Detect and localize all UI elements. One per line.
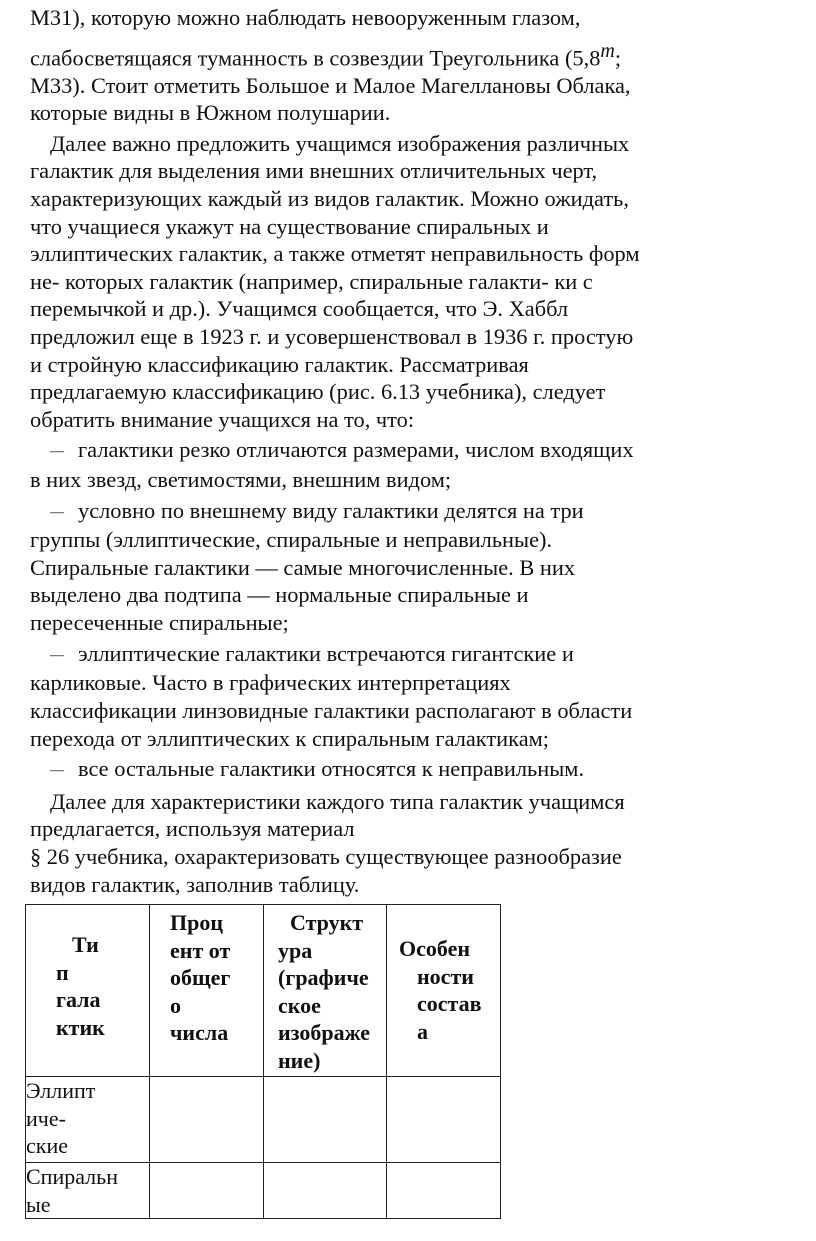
paragraph-2 — [30, 130, 804, 434]
text-fragment: слабосветящаяся туманность в созвездии Треугольника (5,8 — [30, 45, 601, 71]
empty-cell — [150, 1163, 264, 1219]
header-text: п — [56, 959, 69, 985]
paragraph-1-line: которые видны в Южном полушарии. — [30, 100, 391, 126]
paragraph-2-line: эллиптических галактик, а также отметят неправильность форм — [30, 241, 640, 267]
table-row — [26, 1077, 501, 1163]
empty-cell — [264, 1163, 387, 1219]
bullet-line — [30, 640, 804, 670]
text-fragment: эллиптические галактики встречаются гигантские и — [78, 640, 574, 666]
row-label-text: иче- — [26, 1105, 66, 1131]
text-fragment: условно по внешнему виду галактики делятся на три — [78, 497, 584, 523]
empty-cell — [387, 1163, 501, 1219]
paragraph-3-line: Далее для характеристики каждого типа галактик учащимся — [50, 788, 625, 814]
row-label-cell — [26, 1163, 150, 1219]
paragraph-2-line: что учащиеся укажут на существование спиральных и — [30, 213, 549, 239]
paragraph-1-line: М33). Стоит отметить Большое и Малое Магеллановы Облака, — [30, 72, 631, 98]
text-fragment: все остальные галактики относятся к неправильным. — [78, 756, 585, 782]
bullet-item — [30, 640, 804, 752]
row-label-text: Спиральн — [26, 1164, 118, 1189]
dash-icon: — — [50, 504, 64, 520]
header-text: изображе — [278, 1020, 371, 1045]
table-header-row — [26, 905, 501, 1077]
row-label-text: Эллипт — [26, 1078, 96, 1103]
paragraph-2-line: характеризующих каждый из видов галактик. Можно ожидать, — [30, 186, 629, 212]
paragraph-3-line: видов галактик, заполнив таблицу. — [30, 871, 360, 897]
bullet-line: выделено два подтипа — нормальные спиральные и — [30, 582, 529, 608]
text-fragment: ; — [614, 45, 622, 71]
header-text: (графиче — [278, 965, 369, 990]
header-text: Проц — [170, 910, 224, 935]
bullet-line: пересеченные спиральные; — [30, 610, 289, 636]
paragraph-2-line: не- которых галактик (например, спиральные галакти- ки с — [30, 268, 593, 294]
magnitude-unit: m — [600, 39, 615, 62]
empty-cell — [150, 1077, 264, 1163]
paragraph-1-line: М31), которую можно наблюдать невооруженным глазом, — [30, 5, 581, 30]
header-text: Структ — [290, 910, 364, 935]
paragraph-1-line — [30, 38, 804, 72]
dash-icon: — — [50, 647, 64, 663]
paragraph-3 — [30, 788, 804, 898]
bullet-line: Спиральные галактики — самые многочисленные. В них — [30, 554, 576, 580]
paragraph-2-line: предложил еще в 1923 г. и усовершенствовал в 1936 г. простую — [30, 324, 634, 349]
row-label-text: ые — [26, 1191, 51, 1217]
bullet-line: группы (эллиптические, спиральные и неправильные). — [30, 527, 553, 553]
empty-cell — [264, 1077, 387, 1163]
empty-cell — [387, 1077, 501, 1163]
header-text: ктик — [56, 1014, 105, 1040]
paragraph-2-line: перемычкой и др.). Учащимся сообщается, что Э. Хаббл — [30, 296, 569, 322]
header-text: гала — [56, 987, 101, 1012]
paragraph-2-line: обратить внимание учащихся на то, что: — [30, 406, 415, 432]
paragraph-2-line: предлагаемую классификацию (рис. 6.13 учебника), следует — [30, 379, 606, 405]
table-row — [26, 1163, 501, 1219]
header-text: ское — [278, 992, 321, 1018]
bullet-line: карликовые. Часто в графических интерпретациях — [30, 670, 511, 696]
header-text: ент от — [170, 937, 231, 963]
paragraph-2-line: Далее важно предложить учащимся изображения различных — [50, 130, 630, 156]
header-text: состав — [417, 991, 482, 1016]
bullet-line — [30, 436, 804, 466]
bullet-item — [30, 436, 804, 493]
bullet-line: в них звезд, светимостями, внешним видом; — [30, 467, 452, 493]
paragraph-3-line: § 26 учебника, охарактеризовать существующее разнообразие — [30, 843, 622, 869]
header-text: ние) — [278, 1047, 321, 1073]
header-text: а — [417, 1018, 428, 1044]
bullet-item — [30, 497, 804, 637]
row-label-cell — [26, 1077, 150, 1163]
bullet-item — [30, 755, 804, 785]
header-cell-percent — [150, 905, 264, 1077]
header-cell-features — [387, 905, 501, 1077]
dash-icon: — — [50, 763, 64, 779]
row-label-text: ские — [26, 1133, 68, 1158]
text-fragment: галактики резко отличаются размерами, числом входящих — [78, 437, 634, 463]
bullet-line: перехода от эллиптических к спиральным галактикам; — [30, 725, 550, 751]
header-cell-structure — [264, 905, 387, 1077]
bullet-line — [30, 755, 804, 785]
header-cell-type — [26, 905, 150, 1077]
document-page — [30, 4, 804, 898]
header-text: Ти — [72, 932, 99, 957]
header-text: Особен — [399, 936, 471, 961]
paragraph-3-line: предлагается, используя материал — [30, 816, 355, 842]
header-text: ности — [417, 963, 474, 989]
paragraph-2-line: галактик для выделения ими внешних отличительных черт, — [30, 158, 598, 184]
header-text: о — [170, 992, 181, 1018]
bullet-line — [30, 497, 804, 527]
galaxy-types-table — [25, 904, 501, 1219]
paragraph-2-line: и стройную классификацию галактик. Рассматривая — [30, 351, 529, 377]
bullet-line: классификации линзовидные галактики располагают в области — [30, 697, 633, 723]
header-text: общег — [170, 965, 231, 990]
header-text: ура — [278, 937, 313, 963]
dash-icon: — — [50, 444, 64, 460]
header-text: числа — [170, 1020, 229, 1045]
